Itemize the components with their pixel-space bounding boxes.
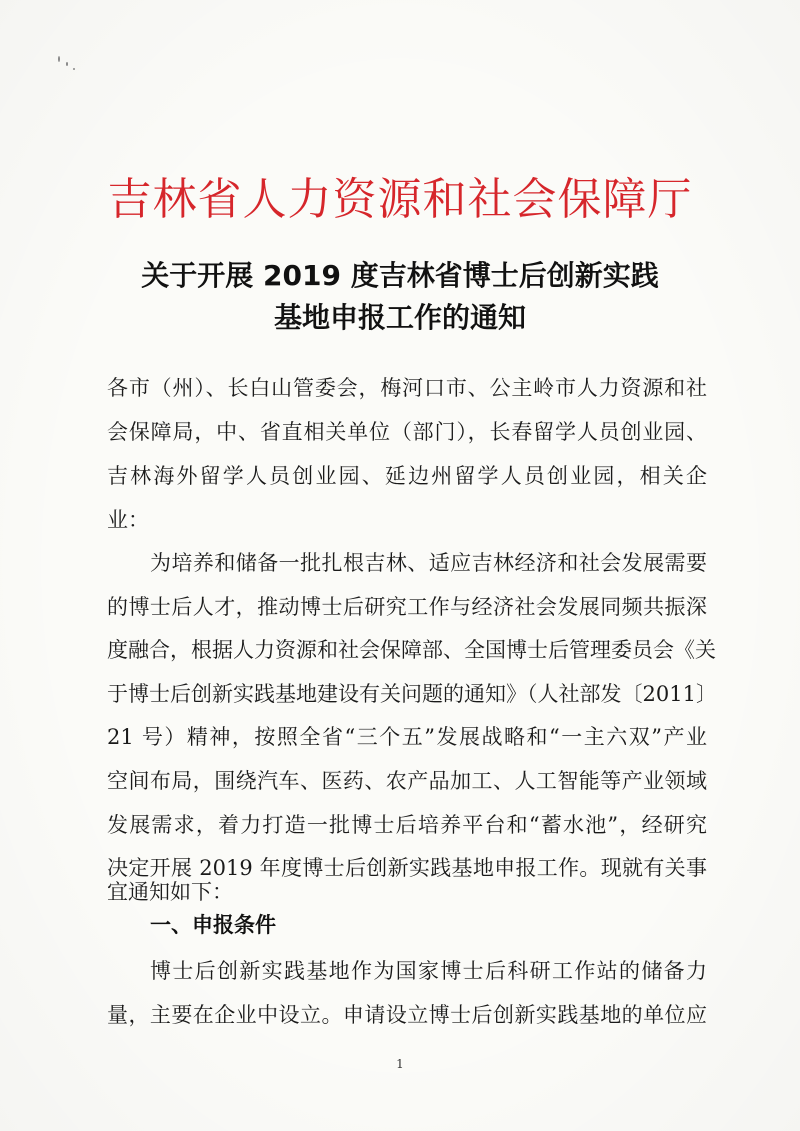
paragraph-line: 于博士后创新实践基地建设有关问题的通知》（人社部发〔2011〕 <box>107 682 717 706</box>
paragraph-line: 度融合，根据人力资源和社会保障部、全国博士后管理委员会《关 <box>107 638 716 662</box>
paragraph-line: 为培养和储备一批扎根吉林、适应吉林经济和社会发展需要 <box>150 551 707 575</box>
document-title-line-2: 基地申报工作的通知 <box>273 301 526 334</box>
document-title-line-1: 关于开展 2019 度吉林省博士后创新实践 <box>141 259 659 292</box>
addressee-line: 各市（州）、长白山管委会，梅河口市、公主岭市人力资源和社 <box>107 376 707 400</box>
section-heading: 一、申报条件 <box>150 913 276 937</box>
scan-speck <box>73 68 75 70</box>
section-line: 博士后创新实践基地作为国家博士后科研工作站的储备力 <box>150 959 707 983</box>
addressee-line: 会保障局，中、省直相关单位（部门），长春留学人员创业园、 <box>107 420 707 444</box>
paragraph-line: 空间布局，围绕汽车、医药、农产品加工、人工智能等产业领域 <box>107 769 707 793</box>
paragraph-line: 21 号）精神，按照全省“三个五”发展战略和“一主六双”产业 <box>107 725 707 749</box>
letterhead-organization: 吉林省人力资源和社会保障厅 <box>107 174 693 225</box>
addressee-line: 吉林海外留学人员创业园、延边州留学人员创业园，相关企 <box>107 464 707 488</box>
scan-speck <box>66 62 68 66</box>
page-number: 1 <box>396 1057 404 1071</box>
scan-speck <box>58 56 60 62</box>
paragraph-closing-line: 宜通知如下： <box>107 880 233 904</box>
paragraph-line: 发展需求，着力打造一批博士后培养平台和“蓄水池”，经研究 <box>107 813 707 837</box>
section-line: 量，主要在企业中设立。申请设立博士后创新实践基地的单位应 <box>107 1003 707 1027</box>
paragraph-line: 决定开展 2019 年度博士后创新实践基地申报工作。现就有关事 <box>107 856 707 880</box>
paragraph-line: 的博士后人才，推动博士后研究工作与经济社会发展同频共振深 <box>107 595 707 619</box>
addressee-line: 业： <box>107 508 149 532</box>
